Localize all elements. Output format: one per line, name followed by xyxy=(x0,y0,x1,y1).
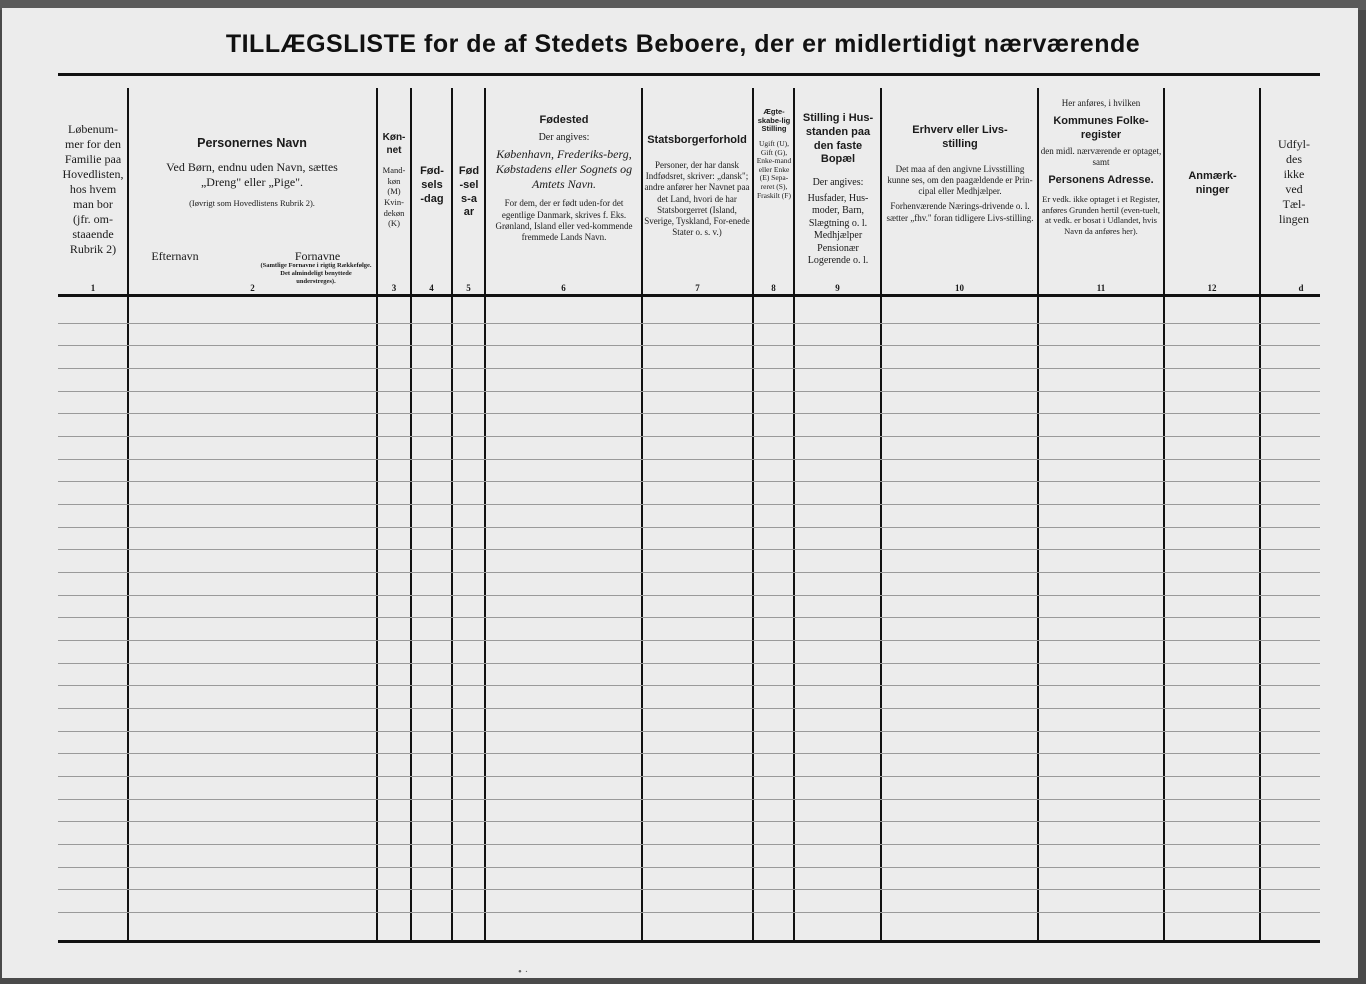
col2-header xyxy=(132,136,372,208)
col-d-line: des xyxy=(1286,152,1302,166)
col3-heading: Køn-net xyxy=(382,132,406,156)
entry-row-line xyxy=(58,413,1320,414)
entry-row-line xyxy=(58,549,1320,550)
col-number: 8 xyxy=(771,283,776,293)
entry-row-line xyxy=(58,663,1320,664)
col1-line: Rubrik 2) xyxy=(69,242,117,256)
col-divider xyxy=(880,88,882,940)
col10-heading: Erhverv eller Livs-stilling xyxy=(912,124,1008,150)
col11-heading: Kommunes Folke-register xyxy=(1053,115,1149,141)
col-divider xyxy=(484,88,486,940)
col7-heading: Statsborgerforhold xyxy=(647,134,747,146)
col-number: 5 xyxy=(466,283,471,293)
col1-line: Løbenum- xyxy=(68,122,118,136)
entry-row-line xyxy=(58,595,1320,596)
entry-row-line xyxy=(58,527,1320,528)
col-number: 7 xyxy=(695,283,700,293)
entry-row-line xyxy=(58,844,1320,845)
col1-line: mer for den xyxy=(65,137,121,151)
col-number: 12 xyxy=(1207,283,1217,293)
form-title: TILLÆGSLISTE for de af Stedets Beboere, der er midlertidigt nærværende xyxy=(225,30,1141,58)
col6-header xyxy=(490,114,638,243)
fornavne-note: (Samtlige Fornavne i rigtig Rækkefølge. Det almindeligt benyttede understreges). xyxy=(260,262,372,286)
col3-line: Mand- xyxy=(382,165,406,175)
entry-row-line xyxy=(58,617,1320,618)
col-d-line: ikke xyxy=(1283,167,1305,181)
col11-note: Er vedk. ikke optaget i et Register, anføres Grunden hertil (even-tuelt, at vedk. er bosat i Udlandet, hvis Navn da anføres her). xyxy=(1041,194,1160,236)
entry-row-line xyxy=(58,323,1320,324)
entry-row-line xyxy=(58,436,1320,437)
col-number: 9 xyxy=(835,283,840,293)
col8-note: Ugift (U), Gift (G), Enke-mand eller Enke (E) Sepa-reret (S), Fraskilt (F) xyxy=(756,138,792,200)
col3-line: køn xyxy=(387,175,401,186)
col7-note: Personer, der har dansk Indfødsret, skriver: „dansk"; andre anfører her Navnet paa det Land, hvori de har Statsborgerret (Island, Sverige, Tyskland, For-enede Stater o. s. v.) xyxy=(644,159,750,238)
entry-row-line xyxy=(58,459,1320,460)
entry-row-line xyxy=(58,867,1320,868)
col-divider xyxy=(1037,88,1039,940)
col-d-line: Udfyl- xyxy=(1278,137,1310,151)
entry-row-line xyxy=(58,708,1320,709)
col3-line: (K) xyxy=(388,218,400,229)
entry-row-line xyxy=(58,889,1320,890)
entry-row-line xyxy=(58,685,1320,686)
header-bottom-rule xyxy=(58,294,1320,297)
col1-line: Familie paa xyxy=(64,152,122,166)
col9-heading: Stilling i Hus-standen paa den faste Bopæl xyxy=(802,112,874,166)
punch-hole-mark: • · xyxy=(518,966,529,978)
entry-row-line xyxy=(58,504,1320,505)
col4-heading: Fød-sels-dag xyxy=(420,165,444,205)
col6-note: For dem, der er født uden-for det egentlige Danmark, skrives f. Eks. Grønland, Island eller ved-kommende fremmede Lands Navn. xyxy=(495,198,633,242)
col12-heading: Anmærk-ninger xyxy=(1188,170,1237,196)
entry-row-line xyxy=(58,391,1320,392)
entry-row-line xyxy=(58,368,1320,369)
col-number: d xyxy=(1298,283,1304,293)
col1-line: hos hvem xyxy=(69,182,117,196)
col-divider xyxy=(752,88,754,940)
col5-heading: Fød-sels-aar xyxy=(458,165,480,219)
col3-line: Kvin- xyxy=(384,196,404,207)
col-number: 11 xyxy=(1096,283,1106,293)
col1-header xyxy=(58,122,128,257)
col-divider xyxy=(451,88,453,940)
entry-row-line xyxy=(58,912,1320,913)
entry-row-line xyxy=(58,776,1320,777)
col9-sub: Der angives: xyxy=(812,177,864,188)
entry-row-line xyxy=(58,753,1320,754)
col9-note: Husfader, Hus-moder, Barn, Slægtning o. l. Medhjælper Pensionær Logerende o. l. xyxy=(807,192,869,266)
col-number: 6 xyxy=(561,283,566,293)
col7-header xyxy=(644,134,750,239)
col6-sub: Der angives: xyxy=(538,131,590,143)
col-d-line: Tæl- xyxy=(1282,197,1306,211)
col2-note3: (Iøvrigt som Hovedlistens Rubrik 2). xyxy=(189,197,315,208)
col-number: 3 xyxy=(391,283,397,293)
col-divider xyxy=(1259,88,1261,940)
col-d-line: lingen xyxy=(1279,212,1309,226)
col2-note2: „Dreng" eller „Pige". xyxy=(200,174,304,189)
col1-line: man bor xyxy=(73,197,113,211)
col6-heading: Fødested xyxy=(539,114,589,126)
col5-header xyxy=(454,165,484,220)
col11-heading2: Personens Adresse. xyxy=(1048,174,1154,187)
col2-note1: Ved Børn, endnu uden Navn, sættes xyxy=(166,159,338,174)
col10-note: Det maa af den angivne Livsstilling kunne ses, om den paagældende er Prin-cipal eller Medhjælper. xyxy=(887,163,1033,196)
col-divider xyxy=(793,88,795,940)
col10-header xyxy=(885,124,1035,224)
col12-header xyxy=(1166,170,1259,198)
col10-note2: Forhenværende Nærings-drivende o. l. sætter „fhv." foran tidligere Livs-stilling. xyxy=(886,201,1034,223)
entry-row-line xyxy=(58,731,1320,732)
col1-line: staaende xyxy=(72,227,114,241)
col-d-header xyxy=(1262,137,1326,227)
entry-row-line xyxy=(58,799,1320,800)
col3-header xyxy=(378,132,410,229)
col1-line: (jfr. om- xyxy=(73,212,113,226)
col-divider xyxy=(641,88,643,940)
entry-row-line xyxy=(58,572,1320,573)
col-number: 1 xyxy=(90,283,96,293)
col3-line: (M) xyxy=(387,186,401,197)
col9-header xyxy=(797,112,879,268)
top-rule xyxy=(58,73,1320,76)
col8-heading: Ægte-skabe-lig Stilling xyxy=(757,107,791,134)
col11-mid: den midl. nærværende er optaget, samt xyxy=(1040,145,1162,167)
col-number: 10 xyxy=(955,283,964,293)
entry-row-line xyxy=(58,345,1320,346)
bottom-rule xyxy=(58,940,1320,943)
entry-row-line xyxy=(58,640,1320,641)
col-number: 4 xyxy=(429,283,434,293)
efternavn-label: Efternavn xyxy=(151,249,199,263)
col3-line: dekøn xyxy=(383,207,405,218)
col11-pre: Her anføres, i hvilken xyxy=(1061,98,1141,108)
entry-row-line xyxy=(58,481,1320,482)
entry-row-line xyxy=(58,821,1320,822)
col2-heading: Personernes Navn xyxy=(197,136,307,150)
col11-header xyxy=(1040,98,1162,237)
col-divider xyxy=(410,88,412,940)
col-number: 2 xyxy=(250,283,255,293)
col6-italic: København, Frederiks-berg, Købstadens eller Sognets og Amtets Navn. xyxy=(495,147,633,192)
fornavne-label: Fornavne xyxy=(294,249,341,263)
col1-line: Hovedlisten, xyxy=(62,167,124,181)
col4-header xyxy=(413,165,451,206)
col-d-line: ved xyxy=(1285,182,1303,196)
col-divider xyxy=(1163,88,1165,940)
col8-header xyxy=(755,108,793,200)
